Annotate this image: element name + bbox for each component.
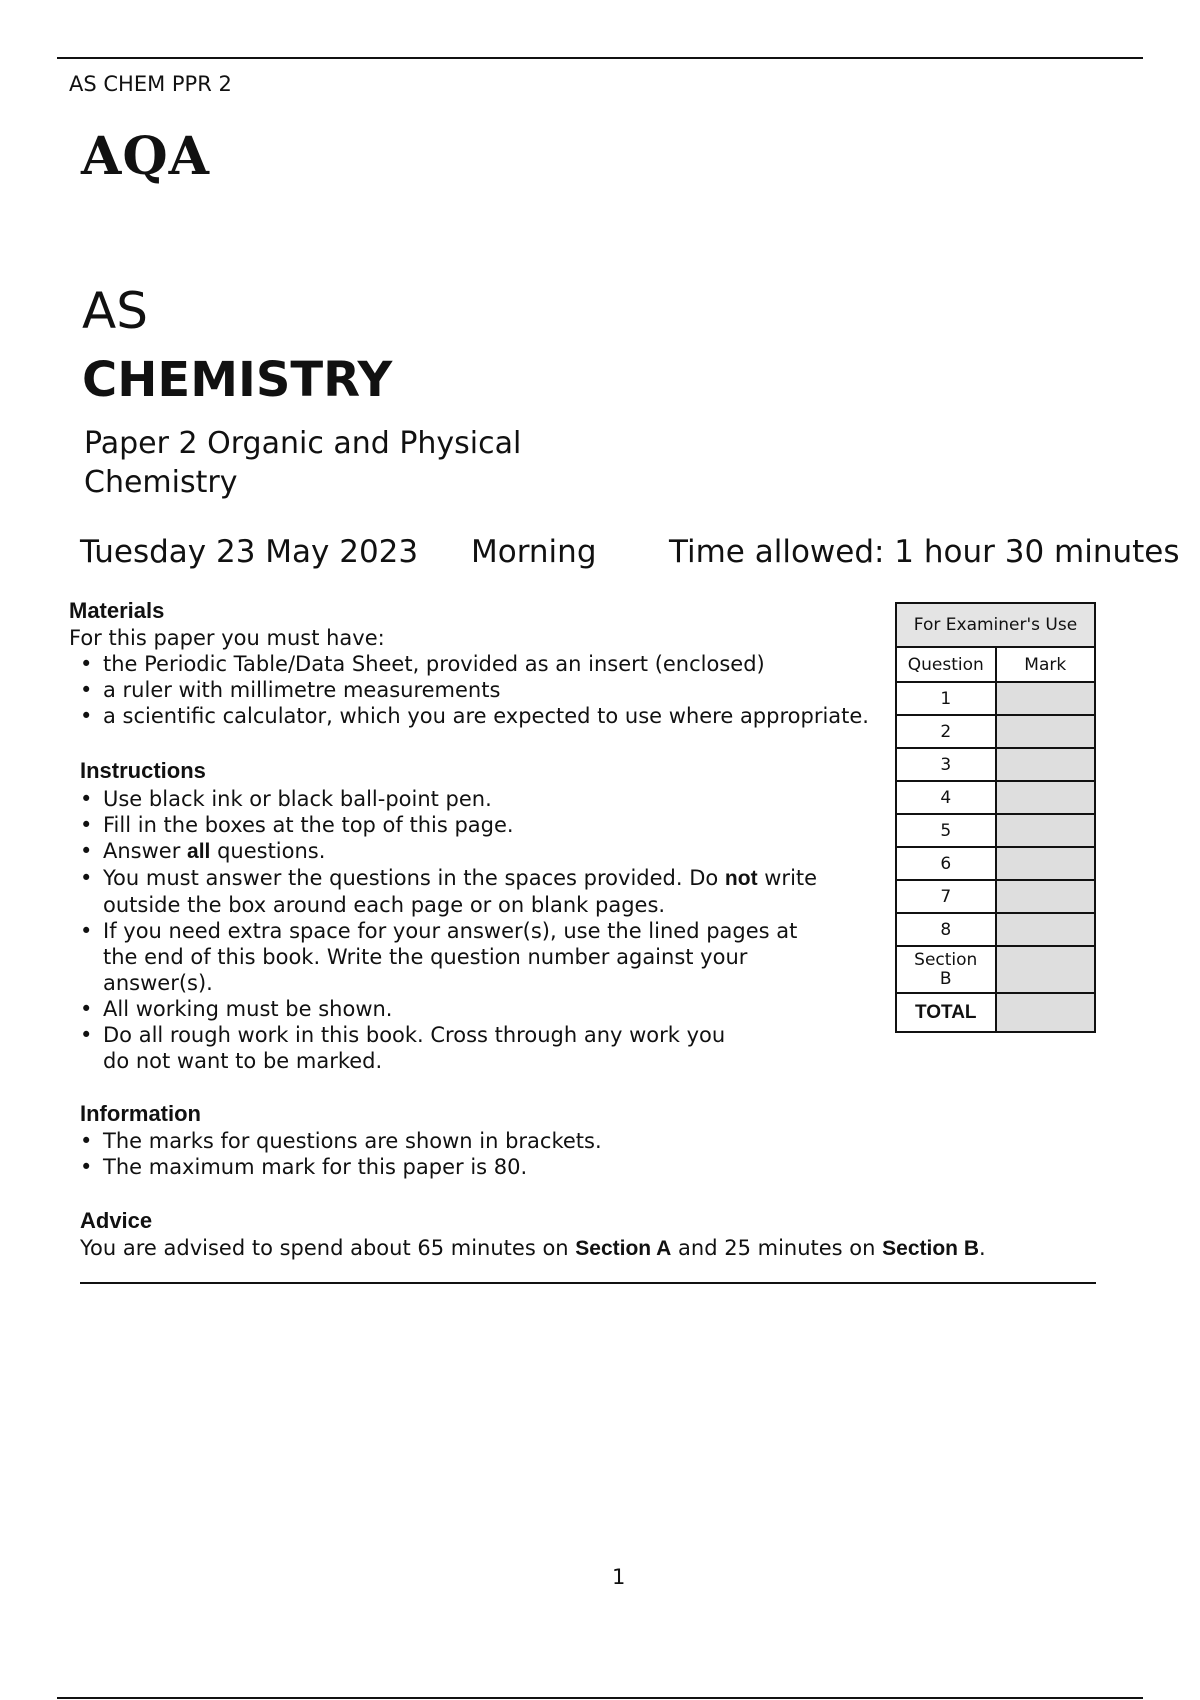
mark-cell xyxy=(996,814,1096,847)
instruction-text: write outside the box around each page or on blank pages. xyxy=(103,866,818,917)
mark-cell xyxy=(996,781,1096,814)
instruction-emphasis: all xyxy=(187,840,211,863)
instruction-item: • Fill in the boxes at the top of this page. xyxy=(80,812,840,838)
instruction-text: Answer xyxy=(103,839,188,863)
time-allowed: Time allowed: 1 hour 30 minutes xyxy=(669,534,1180,570)
subject-title: CHEMISTRY xyxy=(82,352,393,408)
exam-date: Tuesday 23 May 2023 xyxy=(80,534,419,570)
mark-cell xyxy=(996,913,1096,946)
paper-title: Paper 2 Organic and Physical Chemistry xyxy=(84,426,522,500)
advice-heading: Advice xyxy=(80,1208,153,1233)
advice-text-part: . xyxy=(979,1236,986,1260)
instruction-text: You must answer the questions in the spaces provided. Do xyxy=(103,866,725,890)
advice-section-b: Section B xyxy=(882,1237,979,1260)
instruction-emphasis: not xyxy=(724,867,758,890)
materials-list xyxy=(80,651,940,729)
materials-heading: Materials xyxy=(69,598,165,623)
information-item: • The marks for questions are shown in brackets. xyxy=(80,1128,840,1154)
question-number: 2 xyxy=(896,715,996,748)
examiner-use-table xyxy=(895,602,1096,1033)
mark-cell xyxy=(996,847,1096,880)
question-column-header: Question xyxy=(896,647,996,682)
instruction-item xyxy=(80,865,840,918)
mark-cell xyxy=(996,946,1096,993)
total-label: TOTAL xyxy=(896,993,996,1032)
question-number: 8 xyxy=(896,913,996,946)
section-b-label xyxy=(896,946,996,993)
exam-session: Morning xyxy=(471,534,597,570)
advice-section-a: Section A xyxy=(575,1237,672,1260)
instruction-item: • If you need extra space for your answer(s), use the lined pages at the end of this book. Write the question number against your answer(s). xyxy=(80,918,823,996)
advice-rule xyxy=(80,1282,1096,1284)
information-list xyxy=(80,1128,840,1180)
advice-text-part: You are advised to spend about 65 minutes on xyxy=(80,1236,576,1260)
materials-item: • the Periodic Table/Data Sheet, provided as an insert (enclosed) xyxy=(80,651,940,677)
total-mark-cell xyxy=(996,993,1096,1032)
top-rule xyxy=(57,57,1143,59)
materials-item: • a ruler with millimetre measurements xyxy=(80,677,940,703)
instruction-item: • Do all rough work in this book. Cross through any work you do not want to be marked. xyxy=(80,1022,743,1074)
materials-item: • a scientific calculator, which you are expected to use where appropriate. xyxy=(80,703,940,729)
materials-intro: For this paper you must have: xyxy=(69,626,385,650)
instruction-item xyxy=(80,838,840,865)
instructions-list xyxy=(80,786,840,1074)
bottom-rule xyxy=(57,1697,1143,1699)
aqa-logo: AQA xyxy=(81,126,210,187)
instruction-item: • All working must be shown. xyxy=(80,996,840,1022)
paper-code: AS CHEM PPR 2 xyxy=(69,72,232,96)
instruction-item: • Use black ink or black ball-point pen. xyxy=(80,786,840,812)
question-number: 5 xyxy=(896,814,996,847)
question-number: 7 xyxy=(896,880,996,913)
information-item: • The maximum mark for this paper is 80. xyxy=(80,1154,840,1180)
mark-cell xyxy=(996,880,1096,913)
examiner-table-title: For Examiner's Use xyxy=(896,603,1095,647)
question-number: 6 xyxy=(896,847,996,880)
information-heading: Information xyxy=(80,1101,201,1126)
section-b-line: B xyxy=(939,968,952,989)
section-b-line: Section xyxy=(914,949,978,970)
question-number: 1 xyxy=(896,682,996,715)
instruction-text: questions. xyxy=(210,839,326,863)
question-number: 4 xyxy=(896,781,996,814)
page-number: 1 xyxy=(612,1565,626,1589)
advice-text-part: and 25 minutes on xyxy=(671,1236,883,1260)
qualification-level: AS xyxy=(82,282,148,340)
mark-cell xyxy=(996,748,1096,781)
instructions-heading: Instructions xyxy=(80,758,206,783)
mark-cell xyxy=(996,682,1096,715)
question-number: 3 xyxy=(896,748,996,781)
advice-text xyxy=(80,1235,1140,1262)
mark-column-header: Mark xyxy=(996,647,1096,682)
mark-cell xyxy=(996,715,1096,748)
